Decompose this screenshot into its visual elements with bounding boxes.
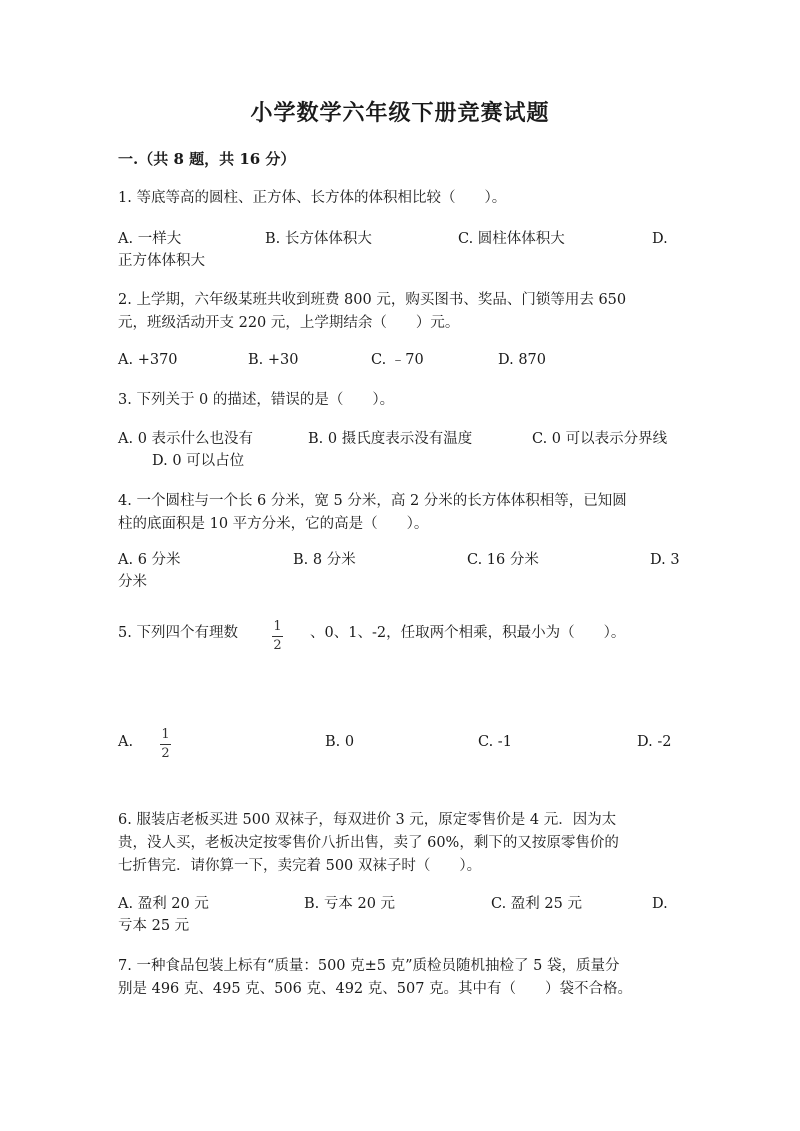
question-6-option-c: C. 盈利 25 元 <box>491 896 582 912</box>
question-4-option-a: A. 6 分米 <box>118 552 181 568</box>
question-5-option-b: B. 0 <box>325 734 355 750</box>
fraction-numerator: 1 <box>273 619 282 634</box>
question-6-option-b: B. 亏本 20 元 <box>304 896 396 912</box>
question-5-option-d: D. -2 <box>637 734 672 750</box>
question-5-stem-suffix: 、0、1、-2，任取两个相乘，积最小为（ ）。 <box>310 625 626 641</box>
question-2-stem-line2: 元，班级活动开支 220 元，上学期结余（ ）元。 <box>118 315 460 331</box>
fraction-denominator: 2 <box>161 746 170 761</box>
question-4-stem-line2: 柱的底面积是 10 平方分米，它的高是（ ）。 <box>118 516 429 532</box>
page-title: 小学数学六年级下册竞赛试题 <box>250 100 550 126</box>
question-7-stem-line1: 7. 一种食品包装上标有“质量：500 克±5 克”质检员随机抽检了 5 袋，质量分 <box>118 958 620 974</box>
fraction-bar <box>272 636 283 637</box>
question-5-stem-prefix: 5. 下列四个有理数 <box>118 625 238 641</box>
question-3-option-d: D. 0 可以占位 <box>152 453 245 469</box>
question-6-stem-line3: 七折售完．请你算一下，卖完着 500 双袜子时（ ）。 <box>118 858 482 874</box>
question-6-option-d-text: 亏本 25 元 <box>118 918 190 934</box>
question-3-option-c: C. 0 可以表示分界线 <box>532 431 668 447</box>
question-6-option-d: D. <box>652 896 668 912</box>
fraction-denominator: 2 <box>273 638 282 653</box>
question-6-stem-line2: 贵，没人买，老板决定按零售价八折出售，卖了 60%，剩下的又按原零售价的 <box>118 835 619 851</box>
question-5-fraction <box>272 620 283 653</box>
question-4-option-d: D. 3 <box>650 552 680 568</box>
question-4-option-c: C. 16 分米 <box>467 552 539 568</box>
question-2-option-c: C. ﹣70 <box>371 352 424 368</box>
question-1-stem: 1. 等底等高的圆柱、正方体、长方体的体积相比较（ ）。 <box>118 190 507 206</box>
question-1-option-a: A. 一样大 <box>118 231 182 247</box>
question-5-option-c: C. -1 <box>478 734 512 750</box>
question-4-option-d-text: 分米 <box>118 574 147 590</box>
question-5-option-a: A. <box>118 734 134 750</box>
question-6-stem-line1: 6. 服装店老板买进 500 双袜子，每双进价 3 元，原定零售价是 4 元．因为太 <box>118 812 617 828</box>
question-1-option-c: C. 圆柱体体积大 <box>458 231 565 247</box>
question-4-stem-line1: 4. 一个圆柱与一个长 6 分米，宽 5 分米，高 2 分米的长方体体积相等，已知圆 <box>118 493 627 509</box>
question-3-option-a: A. 0 表示什么也没有 <box>118 431 254 447</box>
question-1-option-d: D. <box>652 231 668 247</box>
question-1-option-d-text: 正方体体积大 <box>118 253 205 269</box>
fraction-numerator: 1 <box>161 727 170 742</box>
question-1-option-b: B. 长方体体积大 <box>265 231 372 247</box>
question-5-option-a-fraction <box>160 728 171 761</box>
question-2-option-a: A. +370 <box>118 352 178 368</box>
question-2-option-b: B. +30 <box>248 352 299 368</box>
fraction-bar <box>160 744 171 745</box>
question-3-option-b: B. 0 摄氏度表示没有温度 <box>308 431 473 447</box>
question-3-stem: 3. 下列关于 0 的描述，错误的是（ ）。 <box>118 392 395 408</box>
question-4-option-b: B. 8 分米 <box>293 552 356 568</box>
question-2-option-d: D. 870 <box>498 352 547 368</box>
question-2-stem-line1: 2. 上学期，六年级某班共收到班费 800 元，购买图书、奖品、门锁等用去 650 <box>118 292 627 308</box>
question-6-option-a: A. 盈利 20 元 <box>118 896 209 912</box>
question-7-stem-line2: 别是 496 克、495 克、506 克、492 克、507 克。其中有（ ）袋不合格。 <box>118 981 633 997</box>
section-heading: 一.（共 8 题，共 16 分） <box>118 150 296 168</box>
